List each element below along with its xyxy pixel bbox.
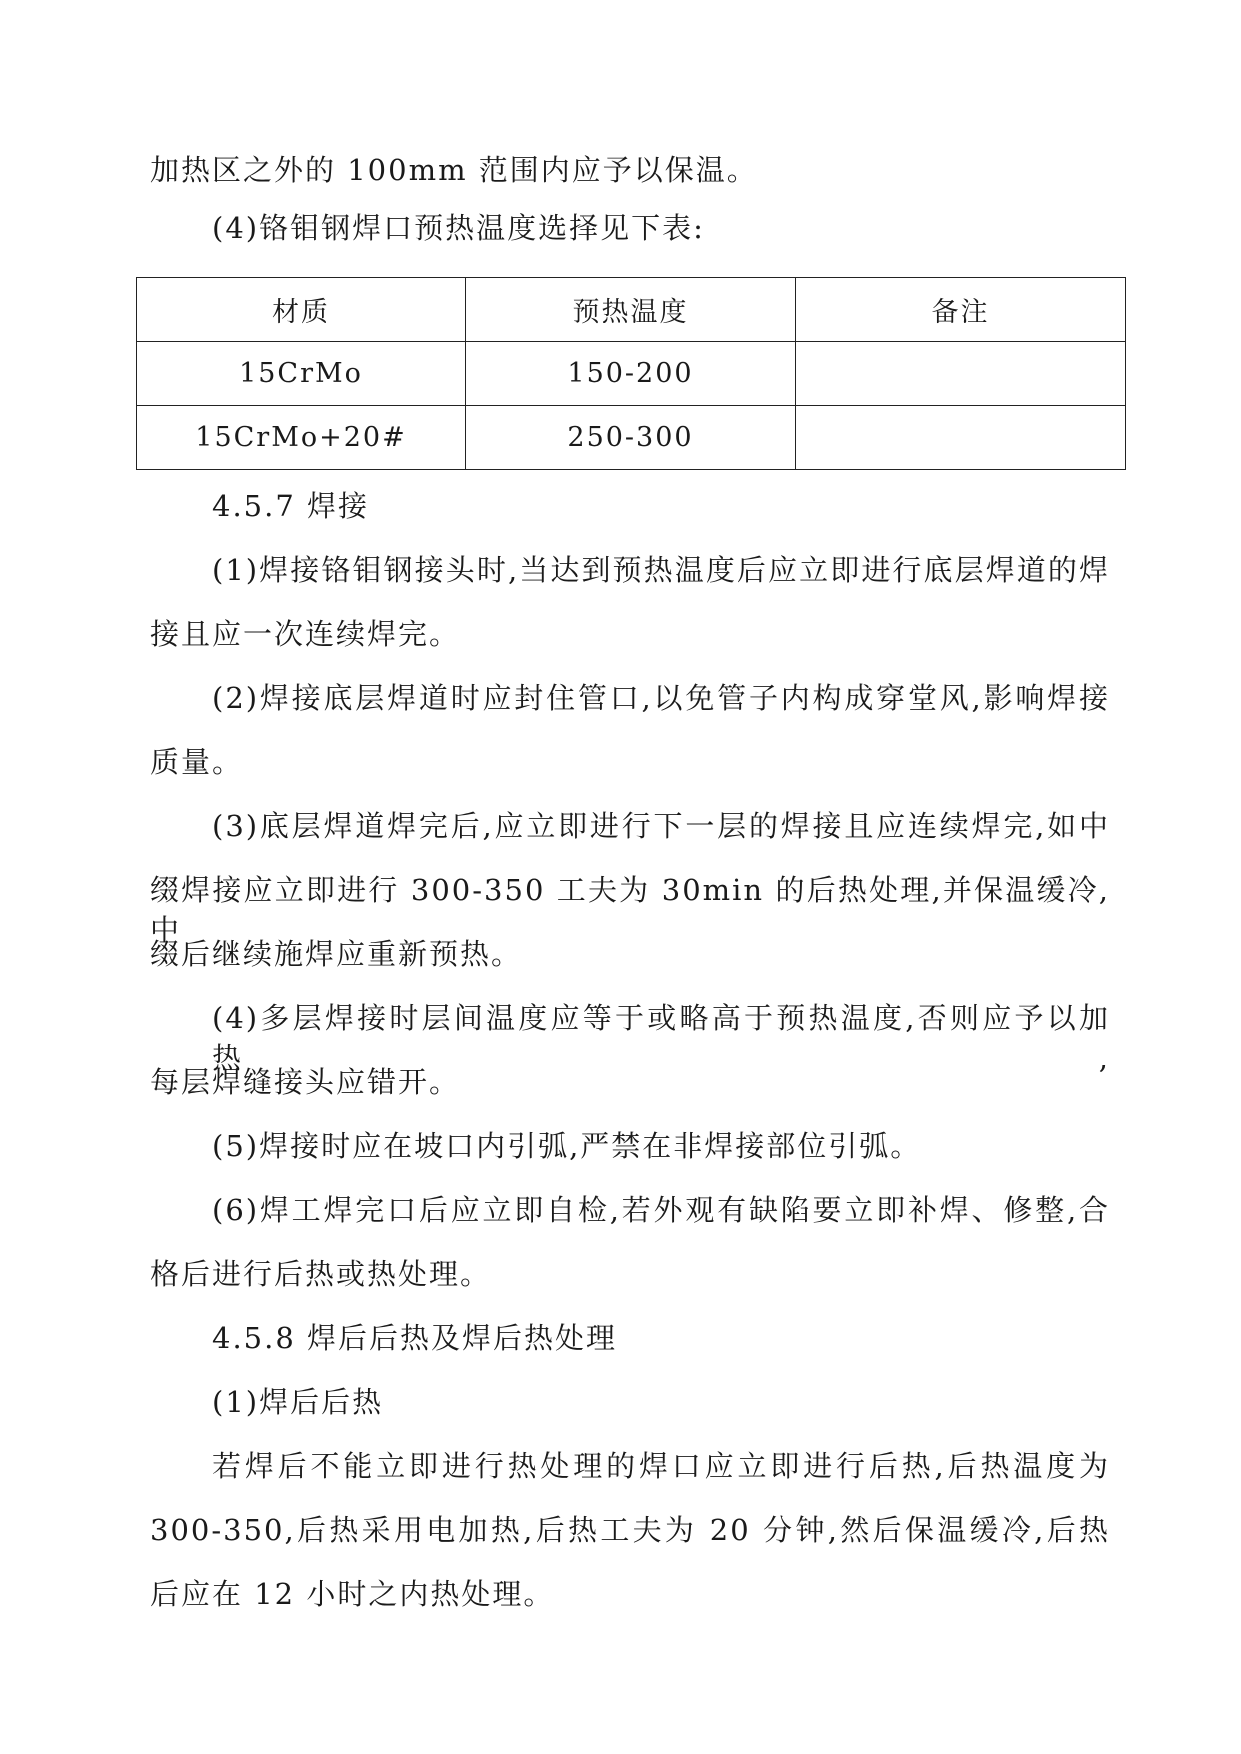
table-header-cell: 预热温度 — [466, 278, 796, 342]
paragraph-line: 格后进行后热或热处理。 — [150, 1257, 492, 1291]
paragraph-line: 缀焊接应立即进行 300-350 工夫为 30min 的后热处理,并保温缓冷,中 — [150, 873, 1110, 947]
paragraph-line: (5)焊接时应在坡口内引弧,严禁在非焊接部位引弧。 — [212, 1129, 922, 1163]
table-header-cell: 备注 — [796, 278, 1126, 342]
preheat-temperature-table — [136, 277, 1126, 470]
paragraph-line: 加热区之外的 100mm 范围内应予以保温。 — [150, 153, 758, 187]
table-cell — [796, 406, 1126, 470]
paragraph-line: 若焊后不能立即进行热处理的焊口应立即进行后热,后热温度为 — [212, 1449, 1110, 1483]
paragraph-line: 300-350,后热采用电加热,后热工夫为 20 分钟,然后保温缓冷,后热 — [150, 1513, 1110, 1547]
table-cell: 250-300 — [466, 406, 796, 470]
table-header-row — [137, 278, 1126, 342]
section-heading: 4.5.8 焊后后热及焊后热处理 — [212, 1321, 618, 1355]
paragraph-line: 质量。 — [150, 745, 244, 779]
table-cell: 150-200 — [466, 342, 796, 406]
table-cell: 15CrMo — [137, 342, 466, 406]
paragraph-line: (2)焊接底层焊道时应封住管口,以免管子内构成穿堂风,影响焊接 — [212, 681, 1110, 715]
paragraph-line: 接且应一次连续焊完。 — [150, 617, 461, 651]
paragraph-line: (4)多层焊接时层间温度应等于或略高于预热温度,否则应予以加热, — [212, 1001, 1110, 1075]
paragraph-line: 后应在 12 小时之内热处理。 — [150, 1577, 555, 1611]
table-header-cell: 材质 — [137, 278, 466, 342]
table-row — [137, 342, 1126, 406]
table-cell — [796, 342, 1126, 406]
paragraph-line: (6)焊工焊完口后应立即自检,若外观有缺陷要立即补焊、修整,合 — [212, 1193, 1110, 1227]
paragraph-line: (4)铬钼钢焊口预热温度选择见下表: — [212, 211, 705, 245]
table-row — [137, 406, 1126, 470]
paragraph-line: 每层焊缝接头应错开。 — [150, 1065, 461, 1099]
paragraph-line: 缀后继续施焊应重新预热。 — [150, 937, 523, 971]
paragraph-line: (3)底层焊道焊完后,应立即进行下一层的焊接且应连续焊完,如中 — [212, 809, 1110, 843]
table-cell: 15CrMo+20# — [137, 406, 466, 470]
subsection-heading: (1)焊后后热 — [212, 1385, 384, 1419]
section-heading: 4.5.7 焊接 — [212, 489, 370, 523]
paragraph-line: (1)焊接铬钼钢接头时,当达到预热温度后应立即进行底层焊道的焊 — [212, 553, 1110, 587]
